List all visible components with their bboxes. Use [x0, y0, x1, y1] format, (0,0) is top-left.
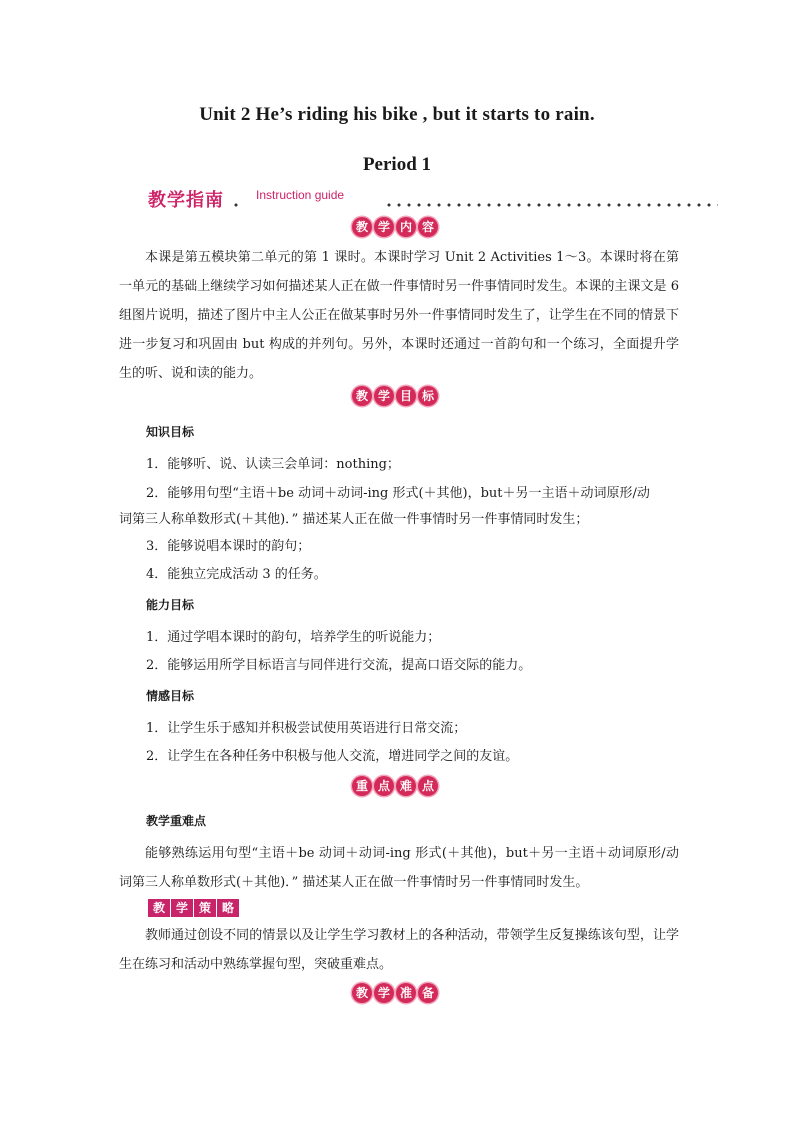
badge-teaching-strategy	[148, 899, 239, 917]
badge-teaching-content	[352, 217, 438, 237]
badge-char: 学	[374, 983, 394, 1003]
badge-char: 略	[217, 899, 239, 917]
knowledge-item: 4．能独立完成活动 3 的任务。	[146, 567, 327, 582]
badge-char: 难	[396, 776, 416, 796]
instruction-guide-banner	[148, 186, 718, 214]
guide-dotted-rule	[384, 203, 718, 207]
ability-item: 2．能够运用所学目标语言与同伴进行交流，提高口语交际的能力。	[146, 658, 532, 673]
knowledge-item: 1．能够听、说、认读三会单词：nothing；	[146, 457, 400, 472]
emotion-item: 1．让学生乐于感知并积极尝试使用英语进行日常交流；	[146, 721, 467, 736]
ability-item: 1．通过学唱本课时的韵句，培养学生的听说能力；	[146, 630, 441, 645]
guide-label-zh: 教学指南	[148, 190, 224, 211]
emotion-goals-heading: 情感目标	[146, 689, 195, 703]
guide-dots-left	[232, 203, 240, 207]
key-points-heading: 教学重难点	[146, 814, 207, 828]
badge-char: 内	[396, 217, 416, 237]
ability-goals-heading: 能力目标	[146, 598, 195, 612]
badge-char: 策	[194, 899, 216, 917]
unit-title: Unit 2 He’s riding his bike , but it starts to rain.	[199, 104, 595, 125]
period-title: Period 1	[362, 154, 432, 175]
intro-paragraph: 本课是第五模块第二单元的第 1 课时。本课时学习 Unit 2 Activities 1～3。本课时将在第一单元的基础上继续学习如何描述某人正在做一件事情时另一件事情同时发生。本课的主课文是 6 组图片说明，描述了图片中主人公正在做某事时另外一件事情同时发生了，让学生在不同的情景下进一步复习和巩固由 but 构成的并列句。另外，本课时还通过一首韵句和一个练习，全面提升学生的听、说和读的能力。	[119, 250, 679, 381]
badge-char: 学	[374, 386, 394, 406]
badge-char: 教	[352, 386, 372, 406]
badge-char: 教	[352, 983, 372, 1003]
badge-char: 重	[352, 776, 372, 796]
knowledge-goals-heading: 知识目标	[146, 425, 195, 439]
strategy-paragraph: 教师通过创设不同的情景以及让学生学习教材上的各种活动，带领学生反复操练该句型，让学生在练习和活动中熟练掌握句型，突破重难点。	[119, 928, 679, 972]
knowledge-item: 3．能够说唱本课时的韵句；	[146, 539, 311, 554]
badge-char: 教	[148, 899, 170, 917]
badge-char: 点	[418, 776, 438, 796]
badge-char: 备	[418, 983, 438, 1003]
badge-char: 容	[418, 217, 438, 237]
badge-char: 学	[374, 217, 394, 237]
badge-char: 教	[352, 217, 372, 237]
badge-teaching-goals	[352, 386, 438, 406]
badge-char: 学	[171, 899, 193, 917]
badge-char: 目	[396, 386, 416, 406]
badge-char: 标	[418, 386, 438, 406]
badge-teaching-preparation	[352, 983, 438, 1003]
key-points-paragraph: 能够熟练运用句型“主语＋be 动词＋动词-ing 形式(＋其他)，but＋另一主语＋动词原形/动词第三人称单数形式(＋其他)．” 描述某人正在做一件事情时另一件事情同时发生。	[119, 846, 679, 890]
guide-label-en: Instruction guide	[256, 188, 345, 202]
knowledge-item: 词第三人称单数形式(＋其他)．” 描述某人正在做一件事情时另一件事情同时发生；	[119, 512, 589, 527]
badge-char: 准	[396, 983, 416, 1003]
emotion-item: 2．让学生在各种任务中积极与他人交流，增进同学之间的友谊。	[146, 749, 519, 764]
badge-key-difficult-points	[352, 776, 438, 796]
knowledge-item: 2．能够用句型“主语＋be 动词＋动词-ing 形式(＋其他)，but＋另一主语＋动词原形/动	[146, 486, 650, 501]
badge-char: 点	[374, 776, 394, 796]
